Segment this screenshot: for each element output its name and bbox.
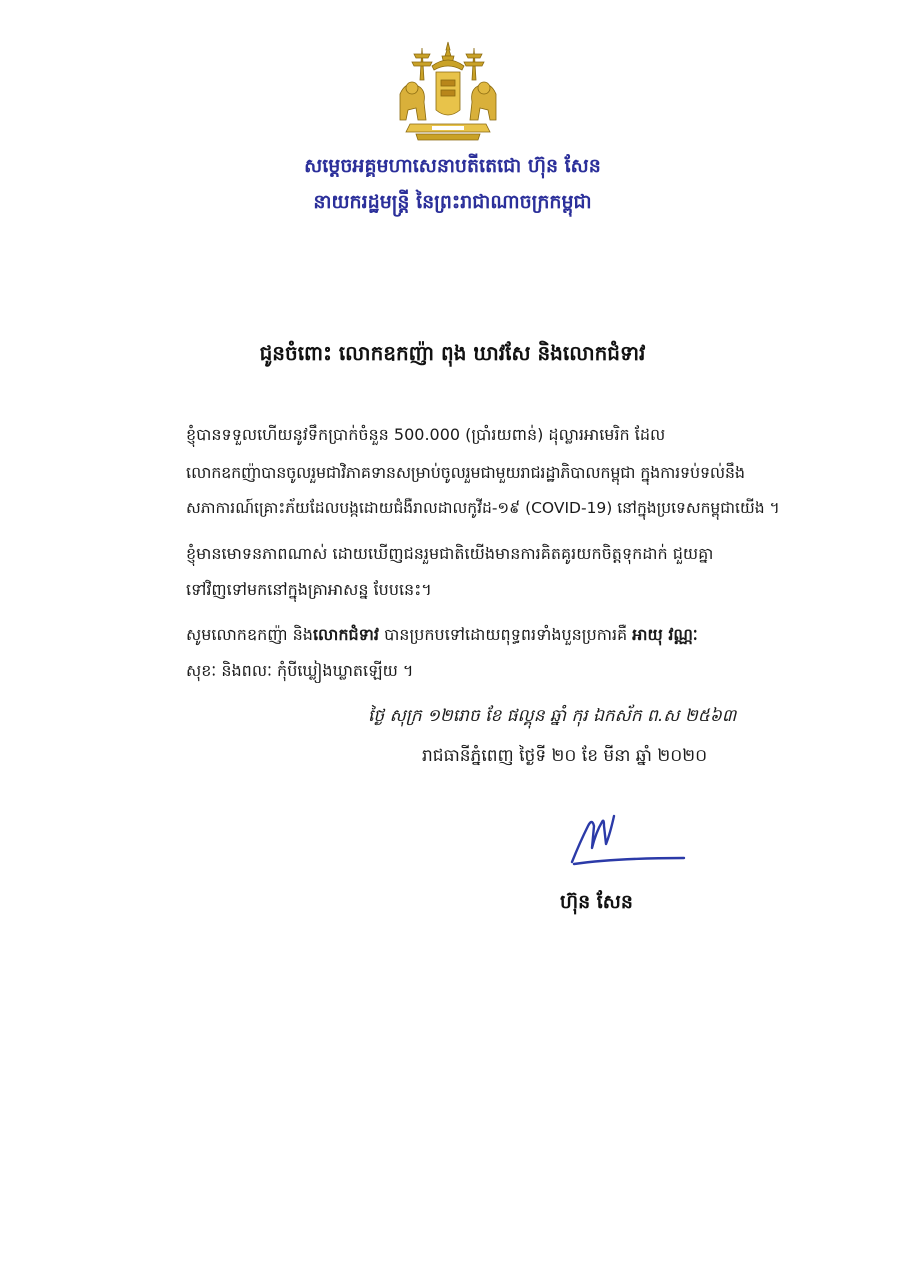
- paragraph-2-line-1: ខ្ញុំមានមោទនភាពណាស់ ដោយឃើញជនរួមជាតិយើងមានការគិតគូរយកចិត្តទុកដាក់ ជួយគ្នា: [186, 544, 714, 563]
- paragraph-2-line-2: ទៅវិញទៅមកនៅក្នុងគ្រាអាសន្ន បែបនេះ។: [186, 580, 432, 599]
- gregorian-date: រាជធានីភ្នំពេញ ថ្ងៃទី ២០ ខែ មីនា ឆ្នាំ ២០២០: [422, 746, 708, 766]
- lunar-date: ថ្ងៃ សុក្រ ១២រោច ខែ ផល្គុន ឆ្នាំ កុរ ឯកស័ក ព.ស ២៥៦៣: [368, 706, 737, 726]
- header-subtitle-line: នាយករដ្ឋមន្ត្រី នៃព្រះរាជាណាចក្រកម្ពុជា: [313, 191, 592, 213]
- paragraph-3-text-a: សូមលោកឧកញ៉ា និង: [186, 625, 313, 644]
- header-title-line: សម្តេចអគ្គមហាសេនាបតីតេជោ ហ៊ុន សែន: [304, 155, 601, 177]
- paragraph-3-line-1: [186, 624, 698, 648]
- paragraph-3-blessings: អាយុ វណ្ណៈ: [632, 625, 698, 644]
- paragraph-3-text-c: បានប្រកបទៅដោយពុទ្ធពរទាំងបួនប្រការគឺ: [378, 625, 633, 644]
- salutation: ជូនចំពោះ លោកឧកញ៉ា ពុង ឃាវសែ និងលោកជំទាវ: [259, 341, 646, 365]
- paragraph-3-line-2: សុខៈ និងពលៈ កុំបីឃ្លៀងឃ្លាតឡើយ ។: [186, 661, 414, 680]
- signer-name: ហ៊ុន សែន: [560, 891, 633, 913]
- handwritten-signature: [566, 808, 690, 876]
- paragraph-3-lokchumteav: លោកជំទាវ: [312, 625, 379, 644]
- paragraph-1-line-3: សភាការណ៍គ្រោះភ័យដែលបង្កដោយជំងឺរាលដាលកូវីដ-១៩ (COVID-19) នៅក្នុងប្រទេសកម្ពុជាយើង ។: [186, 499, 780, 517]
- paragraph-1-line-1: ខ្ញុំបានទទួលហើយនូវទឹកប្រាក់ចំនួន 500.000 (ប្រាំរយពាន់) ដុល្លារអាមេរិក ដែល: [186, 425, 666, 444]
- paragraph-1-line-2: លោកឧកញ៉ាបានចូលរួមជាវិភាគទានសម្រាប់ចូលរួមជាមួយរាជរដ្ឋាភិបាលកម្ពុជា ក្នុងការទប់ទល់នឹង: [186, 463, 745, 482]
- royal-arms-of-cambodia-icon: [392, 40, 504, 142]
